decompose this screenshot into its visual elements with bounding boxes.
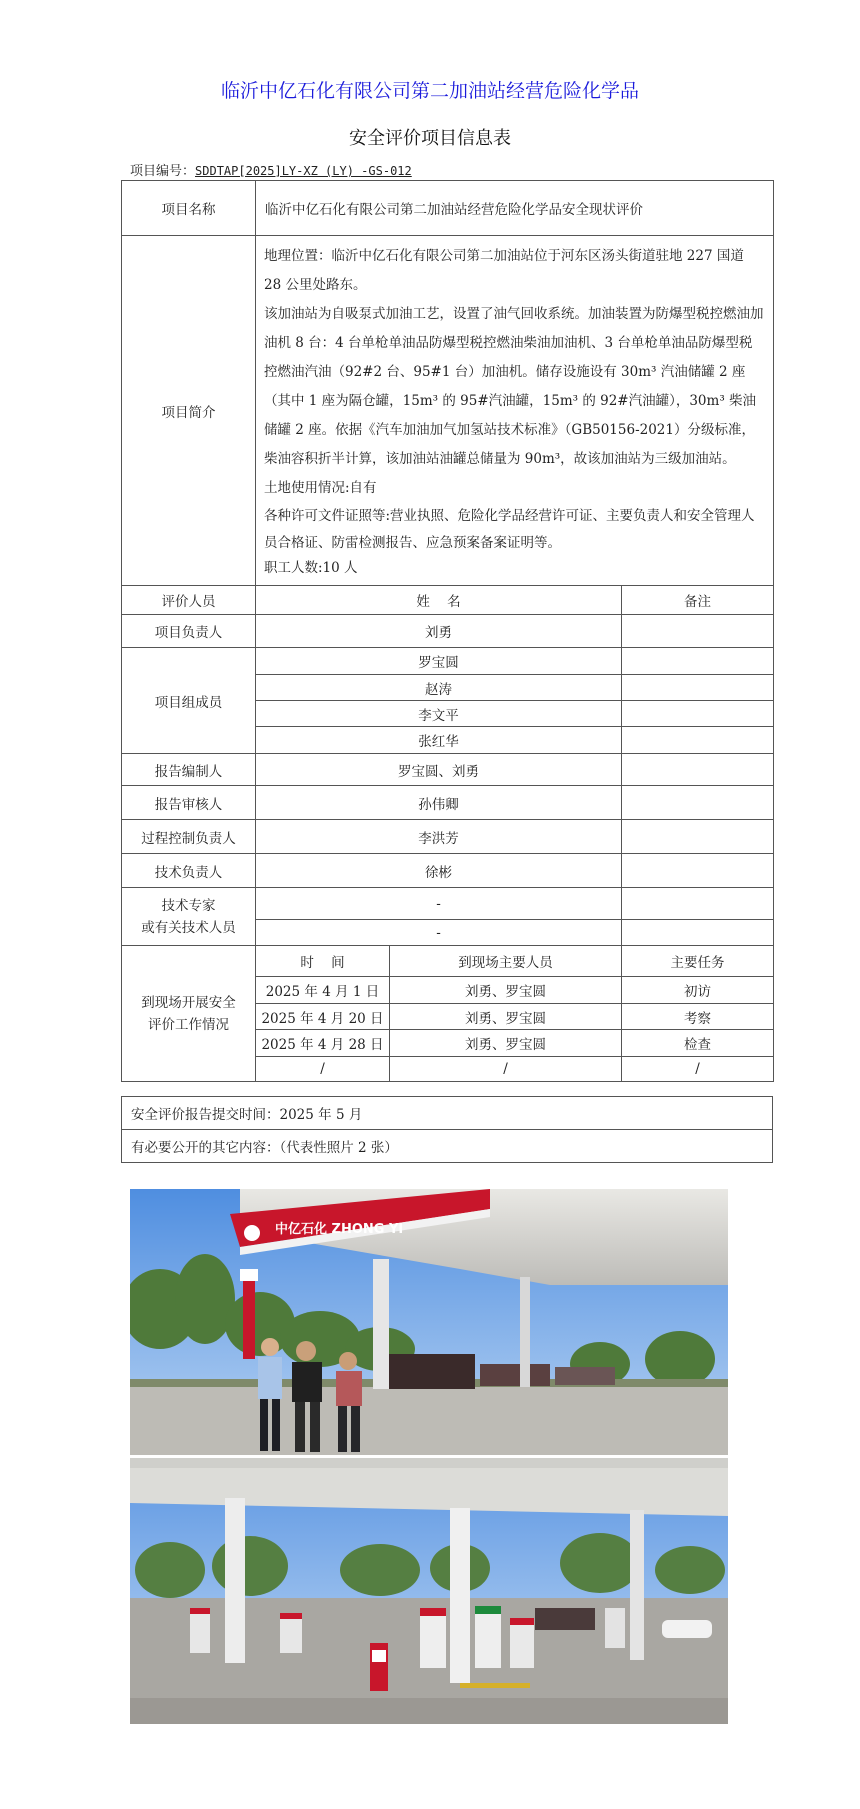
site-work-label-line2: 评价工作情况 — [148, 1016, 229, 1033]
leader-label: 项目负责人 — [122, 615, 256, 648]
document-title: 临沂中亿石化有限公司第二加油站经营危险化学品 — [220, 80, 639, 102]
member-note — [622, 701, 774, 727]
compiler-name: 罗宝圆、刘勇 — [256, 754, 622, 786]
member-note — [622, 727, 774, 754]
site-people: 刘勇、罗宝圆 — [390, 1030, 622, 1057]
site-people: 刘勇、罗宝圆 — [390, 1004, 622, 1030]
other-public-content: 有必要公开的其它内容：（代表性照片 2 张） — [122, 1130, 773, 1163]
process-name: 李洪芳 — [256, 820, 622, 854]
site-header-task: 主要任务 — [622, 946, 774, 977]
site-task: 检查 — [622, 1030, 774, 1057]
gas-station-photo-1 — [130, 1189, 728, 1455]
reviewer-name: 孙伟卿 — [256, 786, 622, 820]
compiler-note — [622, 754, 774, 786]
member-name: 罗宝圆 — [256, 648, 622, 675]
reviewer-label: 报告审核人 — [122, 786, 256, 820]
intro-land-use: 土地使用情况:自有 — [264, 480, 377, 496]
submission-table — [121, 1096, 773, 1163]
expert-note — [622, 888, 774, 920]
site-date: 2025 年 4 月 28 日 — [256, 1030, 390, 1057]
expert-label — [122, 888, 256, 946]
expert-name: - — [256, 888, 622, 920]
site-photo-1 — [130, 1189, 728, 1455]
staff-header-name: 姓 名 — [256, 586, 622, 615]
site-date: / — [256, 1057, 390, 1082]
site-work-label-line1: 到现场开展安全 — [141, 994, 236, 1011]
tech-lead-name: 徐彬 — [256, 854, 622, 888]
info-table — [121, 180, 774, 1082]
site-task: / — [622, 1057, 774, 1082]
staff-header-role: 评价人员 — [122, 586, 256, 615]
intro-staff-count: 职工人数:10 人 — [264, 560, 358, 576]
intro-process: 该加油站为自吸泵式加油工艺，设置了油气回收系统。加油装置为防爆型税控燃油加油机 8 台：4 台单枪单油品防爆型税控燃油柴油加油机、3 台单枪单油品防爆型税控燃油汽油（92#2 台、95#1 台）加油机。储存设施设有 30m³ 汽油储罐 2 座（其中 1 座为隔仓罐，15m³ 的 95#汽油罐，15m³ 的 92#汽油罐），30m³ 柴油储罐 2 座。依据《汽车加油加气加氢站技术标准》（GB50156-2021）分级标准，柴油容积折半计算，该加油站油罐总储量为 90m³，故该加油站为三级加油站。 — [264, 306, 764, 467]
member-name: 张红华 — [256, 727, 622, 754]
document-subtitle: 安全评价项目信息表 — [349, 128, 511, 149]
leader-note — [622, 615, 774, 648]
process-note — [622, 820, 774, 854]
site-task: 初访 — [622, 977, 774, 1004]
site-date: 2025 年 4 月 1 日 — [256, 977, 390, 1004]
intro-location: 地理位置：临沂中亿石化有限公司第二加油站位于河东区汤头街道驻地 227 国道 28 公里处路东。 — [264, 248, 744, 293]
station-sign-text: 中亿石化 ZHONG YI — [275, 1222, 404, 1237]
compiler-label: 报告编制人 — [122, 754, 256, 786]
site-work-label — [122, 946, 256, 1082]
tech-lead-label: 技术负责人 — [122, 854, 256, 888]
report-submit-time: 安全评价报告提交时间：2025 年 5 月 — [122, 1097, 773, 1130]
site-header-time: 时 间 — [256, 946, 390, 977]
expert-label-line2: 或有关技术人员 — [141, 919, 236, 936]
member-name: 赵涛 — [256, 675, 622, 701]
site-people: / — [390, 1057, 622, 1082]
project-intro — [256, 236, 774, 586]
member-note — [622, 648, 774, 675]
reviewer-note — [622, 786, 774, 820]
expert-note — [622, 920, 774, 946]
staff-header-note: 备注 — [622, 586, 774, 615]
site-header-people: 到现场主要人员 — [390, 946, 622, 977]
process-label: 过程控制负责人 — [122, 820, 256, 854]
project-name-value: 临沂中亿石化有限公司第二加油站经营危险化学品安全现状评价 — [256, 181, 774, 236]
site-date: 2025 年 4 月 20 日 — [256, 1004, 390, 1030]
intro-licenses: 各种许可文件证照等:营业执照、危险化学品经营许可证、主要负责人和安全管理人员合格证、防雷检测报告、应急预案备案证明等。 — [264, 508, 755, 551]
site-people: 刘勇、罗宝圆 — [390, 977, 622, 1004]
member-name: 李文平 — [256, 701, 622, 727]
project-intro-label: 项目简介 — [122, 236, 256, 586]
project-name-label: 项目名称 — [122, 181, 256, 236]
site-task: 考察 — [622, 1004, 774, 1030]
expert-label-line1: 技术专家 — [161, 897, 216, 914]
project-number-label: 项目编号： — [130, 164, 196, 179]
project-number — [130, 160, 412, 179]
members-label: 项目组成员 — [122, 648, 256, 754]
project-number-value: SDDTAP[2025]LY-XZ (LY) -GS-012 — [195, 164, 412, 178]
expert-name: - — [256, 920, 622, 946]
gas-station-photo-2 — [130, 1458, 728, 1724]
site-photo-2 — [130, 1458, 728, 1724]
leader-name: 刘勇 — [256, 615, 622, 648]
tech-lead-note — [622, 854, 774, 888]
member-note — [622, 675, 774, 701]
